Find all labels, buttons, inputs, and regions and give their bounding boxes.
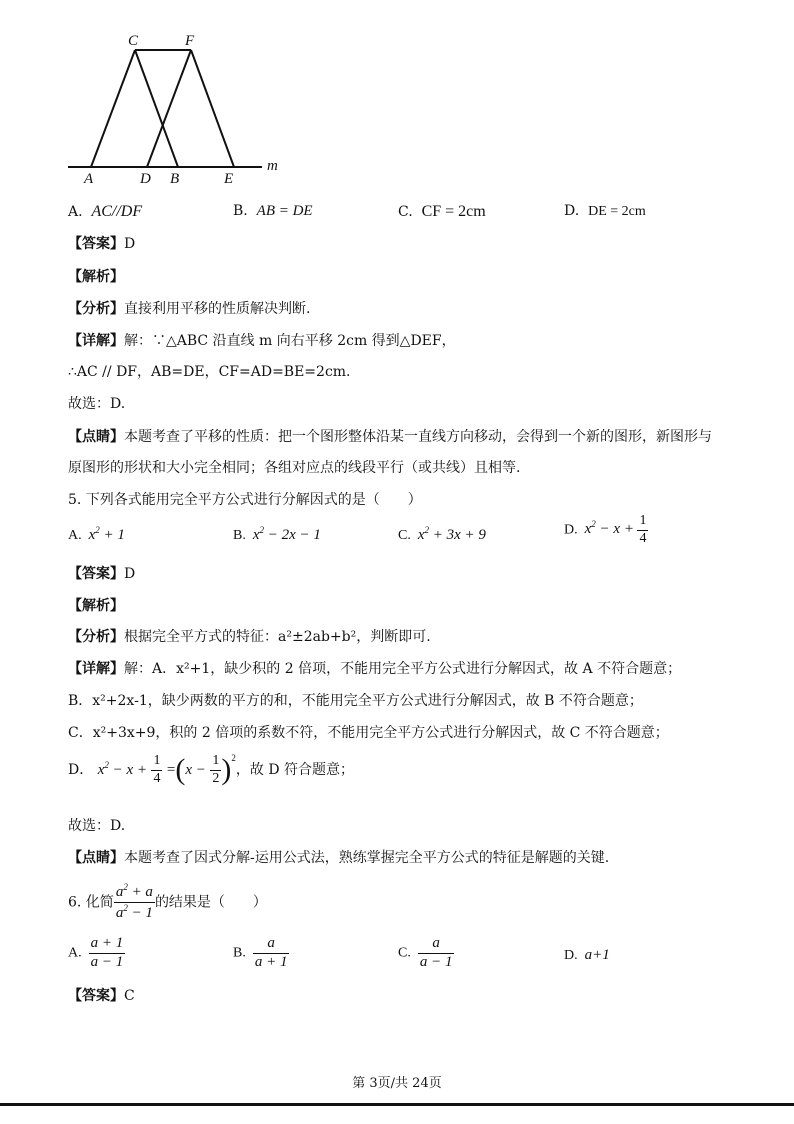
q5-line-d: D． $x^2 - x$ + $\frac{1}{4}$ =(x − $\frac{1}{2}$ )$^2$，故 D 符合题意； [68,752,354,786]
q5-answer: 【答案】D [68,566,136,582]
page-footer: 第 3页/共 24页 [352,1076,442,1091]
q5-option-a: A. $x^2 + 1$ [68,525,125,543]
label-D: D [140,171,151,187]
q5-choose: 故选：D. [68,818,126,834]
q6-option-d: D. a+1 [564,947,610,963]
translation-figure [60,28,300,188]
q4-option-a: A. AC//DF [68,203,143,220]
label-B: B [170,171,180,187]
q5-line-b: B．x²+2x-1，缺少两数的平方的和，不能用完全平方公式进行分解因式，故 B 不符合题意； [68,693,643,709]
label-A: A [84,171,94,187]
segment-FE [191,50,234,167]
q4-dianjing-2: 原图形的形状和大小完全相同；各组对应点的线段平行（或共线）且相等. [68,460,521,476]
q4-xiangjie-2: ∴AC // DF，AB=DE，CF=AD=BE=2cm. [68,364,351,380]
q5-option-d: D. $x^2 - x$ + $\frac{1}{4}$ [564,513,647,546]
segment-AC [91,50,135,167]
q4-choose: 故选：D. [68,396,126,412]
q5-option-c: C. $x^2 + 3x + 9$ [398,525,486,543]
q5-dianjing: 【点睛】本题考查了因式分解-运用公式法，熟练掌握完全平方公式的特征是解题的关键. [68,850,610,866]
q4-option-c: C. CF = 2cm [398,203,486,220]
q6-stem: 6. 化简 $\frac{a^2 + a}{a^2 - 1}$ 的结果是（ ） [68,882,267,921]
q6-answer: 【答案】C [68,988,135,1004]
q5-xiangjie-a: 【详解】解：A．x²+1，缺少积的 2 倍项，不能用完全平方公式进行分解因式，故 A 不符合题意； [68,661,682,677]
label-E: E [224,171,234,187]
q4-answer: 【答案】D [68,236,136,252]
q6-option-c: C. $\frac{a}{a - 1}$ [398,935,453,970]
label-F: F [185,33,195,49]
q6-option-a: A. $\frac{a + 1}{a - 1}$ [68,935,124,970]
segment-CB [135,50,178,167]
label-m: m [267,158,278,174]
q5-analysis-tag: 【解析】 [68,598,124,614]
q6-option-b: B. $\frac{a}{a + 1}$ [233,935,288,970]
q4-analysis-tag: 【解析】 [68,269,124,285]
footer-divider [0,1103,794,1106]
q4-option-d: D. DE = 2cm [564,203,646,219]
segment-DF [147,50,191,167]
q4-xiangjie-1: 【详解】解：∵△ABC 沿直线 m 向右平移 2cm 得到△DEF， [68,333,456,349]
q4-fenxi: 【分析】直接利用平移的性质解决判断. [68,301,311,317]
label-C: C [128,33,139,49]
q5-line-c: C．x²+3x+9，积的 2 倍项的系数不符，不能用完全平方公式进行分解因式，故 C 不符合题意； [68,725,669,741]
q4-option-b: B. AB = DE [233,203,313,219]
q5-fenxi: 【分析】根据完全平方式的特征：a²±2ab+b²，判断即可. [68,629,431,645]
q5-stem: 5. 下列各式能用完全平方公式进行分解因式的是（ ） [68,492,422,508]
q4-dianjing-1: 【点睛】本题考查了平移的性质：把一个图形整体沿某一直线方向移动，会得到一个新的图形，新图形与 [68,429,712,445]
q5-option-b: B. $x^2 - 2x - 1$ [233,525,321,543]
